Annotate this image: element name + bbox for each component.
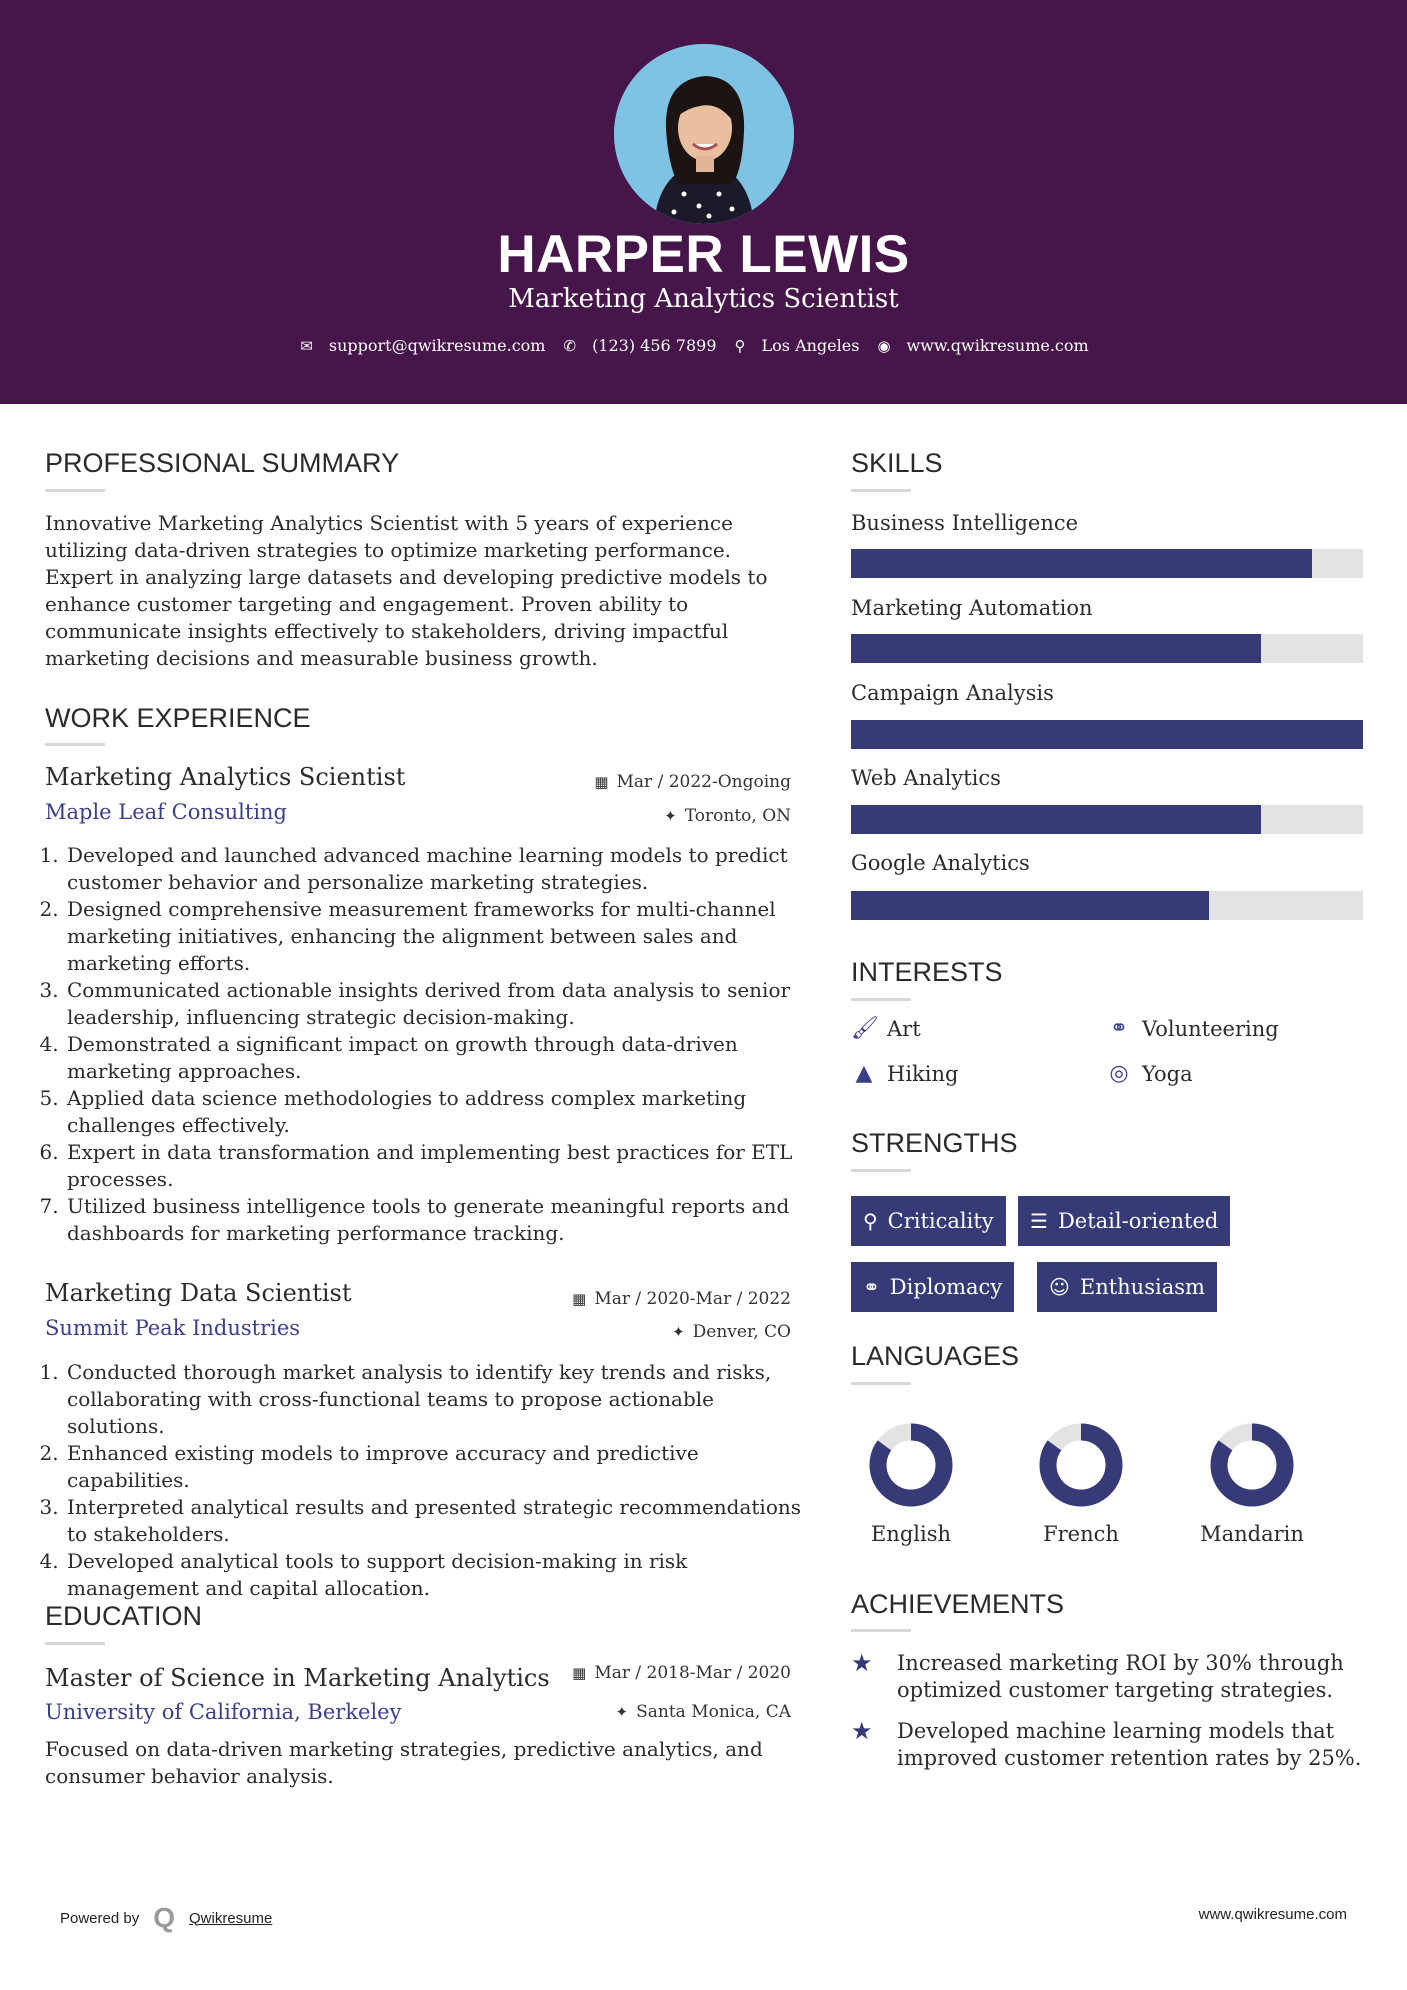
job-1-title: Marketing Analytics Scientist <box>45 763 406 791</box>
strength-chip <box>851 1262 1014 1312</box>
job-2-date-text: Mar / 2020-Mar / 2022 <box>594 1289 791 1309</box>
list-item: 3. Communicated actionable insights derived from data analysis to senior leadership, influencing strategic decision-making. <box>65 977 805 1031</box>
degree-title: Master of Science in Marketing Analytics <box>45 1664 550 1692</box>
summary-text: Innovative Marketing Analytics Scientist with 5 years of experience utilizing data-driven strategies to optimize marketing performance. Expert in analyzing large datasets and developing predictive models to enhance customer targeting and engagement. Proven ability to communicate insights effectively to stakeholders, driving impactful marketing decisions and measurable business growth. <box>45 511 768 670</box>
skill-bar-fill <box>851 549 1312 578</box>
achievements-title: ACHIEVEMENTS <box>851 1589 1065 1619</box>
tree-icon: ▲ <box>855 1061 873 1086</box>
envelope-icon: ✉ <box>300 336 313 355</box>
list-item: 2. Enhanced existing models to improve accuracy and predictive capabilities. <box>65 1440 805 1494</box>
job-2-company[interactable]: Summit Peak Industries <box>45 1316 301 1340</box>
calendar-icon: ▦ <box>572 1290 587 1308</box>
job-1-company[interactable]: Maple Leaf Consulting <box>45 800 288 824</box>
list-item: 6. Expert in data transformation and implementing best practices for ETL processes. <box>65 1139 805 1193</box>
contact-email[interactable]: support@qwikresume.com <box>328 336 546 355</box>
interests-underline <box>851 998 911 1001</box>
skill-bar <box>851 549 1363 578</box>
star-icon: ★ <box>851 1717 873 1745</box>
pin-icon: ✦ <box>615 1703 629 1721</box>
education-title: EDUCATION <box>45 1601 203 1631</box>
star-icon: ★ <box>851 1649 873 1677</box>
list-item: 4. Developed analytical tools to support decision-making in risk management and capital allocation. <box>65 1548 805 1602</box>
pin-icon: ✦ <box>672 1323 685 1341</box>
powered-by-text: Powered by <box>60 1909 140 1927</box>
list-item: 4. Demonstrated a significant impact on growth through data-driven marketing approaches. <box>65 1031 805 1085</box>
list-item: 3. Interpreted analytical results and presented strategic recommendations to stakeholders. <box>65 1494 805 1548</box>
skill-bar <box>851 634 1363 663</box>
contact-location: Los Angeles <box>761 336 860 355</box>
header-banner <box>0 0 1407 404</box>
strengths-underline <box>851 1169 911 1172</box>
pin-icon: ✦ <box>664 807 677 825</box>
list-item: 5. Applied data science methodologies to address complex marketing challenges effectively. <box>65 1085 805 1139</box>
skill-bar <box>851 891 1363 920</box>
strength-label: Detail-oriented <box>1057 1209 1219 1233</box>
strengths-title: STRENGTHS <box>851 1128 1018 1158</box>
language-label: English <box>870 1522 952 1546</box>
interest-volunteering <box>1106 1016 1279 1041</box>
education-date-text: Mar / 2018-Mar / 2020 <box>594 1663 791 1683</box>
globe-icon: ◉ <box>877 336 891 355</box>
contact-website[interactable]: www.qwikresume.com <box>906 336 1089 355</box>
interests-title: INTERESTS <box>851 957 1003 987</box>
job-2-bullets <box>45 1359 805 1602</box>
language-donut <box>868 1422 954 1508</box>
qwikresume-logo-icon: Q <box>153 1902 175 1933</box>
calendar-icon: ▦ <box>572 1664 587 1682</box>
interest-label: Art <box>887 1016 921 1041</box>
qwikresume-link[interactable]: Qwikresume <box>189 1909 273 1927</box>
skill-label: Business Intelligence <box>851 511 1079 535</box>
smile-icon: ☺ <box>1049 1275 1070 1299</box>
school-name[interactable]: University of California, Berkeley <box>45 1700 402 1724</box>
handshake-icon: ⚭ <box>863 1275 880 1299</box>
interest-hiking <box>851 1061 958 1086</box>
experience-underline <box>45 743 105 746</box>
interest-label: Volunteering <box>1142 1016 1279 1041</box>
skill-label: Web Analytics <box>851 766 1001 790</box>
interest-label: Yoga <box>1142 1061 1193 1086</box>
strength-label: Criticality <box>887 1209 994 1233</box>
interest-label: Hiking <box>887 1061 959 1086</box>
phone-icon: ✆ <box>563 336 577 355</box>
calendar-icon: ▦ <box>594 773 609 791</box>
skills-title: SKILLS <box>851 448 943 478</box>
education-description: Focused on data-driven marketing strategies, predictive analytics, and consumer behavior analysis. <box>45 1737 763 1788</box>
education-location <box>616 1702 791 1722</box>
job-2-location-text: Denver, CO <box>692 1322 791 1342</box>
candidate-role: Marketing Analytics Scientist <box>508 284 899 314</box>
interest-art <box>851 1016 921 1041</box>
language-donut <box>1209 1422 1295 1508</box>
education-underline <box>45 1642 105 1645</box>
job-1-bullets <box>45 842 805 1247</box>
skill-bar <box>851 720 1363 749</box>
summary-underline <box>45 489 105 492</box>
job-2-date <box>572 1289 791 1309</box>
skill-bar-fill <box>851 720 1363 749</box>
lifebuoy-icon: ◎ <box>1109 1061 1129 1086</box>
list-item: 1. Developed and launched advanced machine learning models to predict customer behavior and personalize marketing strategies. <box>65 842 805 896</box>
experience-title: WORK EXPERIENCE <box>45 703 311 733</box>
job-1-location <box>664 806 791 826</box>
interest-yoga <box>1106 1061 1193 1086</box>
strength-label: Enthusiasm <box>1079 1275 1205 1299</box>
achievement-item <box>851 1650 1371 1704</box>
skill-label: Campaign Analysis <box>851 681 1054 705</box>
achievement-text: Developed machine learning models that improved customer retention rates by 25%. <box>897 1719 1362 1770</box>
contact-row <box>0 336 1407 355</box>
skill-bar-fill <box>851 891 1209 920</box>
education-location-text: Santa Monica, CA <box>636 1702 791 1722</box>
map-pin-icon: ⚲ <box>734 336 746 355</box>
job-1-date <box>594 772 791 792</box>
strength-label: Diplomacy <box>889 1275 1003 1299</box>
footer-url[interactable]: www.qwikresume.com <box>1198 1906 1347 1923</box>
languages-underline <box>851 1382 911 1385</box>
skill-label: Marketing Automation <box>851 596 1093 620</box>
achievement-text: Increased marketing ROI by 30% through optimized customer targeting strategies. <box>897 1651 1344 1702</box>
contact-phone[interactable]: (123) 456 7899 <box>592 336 717 355</box>
profile-photo <box>614 44 794 224</box>
list-item: 2. Designed comprehensive measurement frameworks for multi-channel marketing initiatives, enhancing the alignment between sales and marketing efforts. <box>65 896 805 977</box>
footer-powered-by <box>60 1902 272 1934</box>
language-label: French <box>1043 1522 1119 1546</box>
job-2-title: Marketing Data Scientist <box>45 1279 352 1307</box>
language-donut <box>1038 1422 1124 1508</box>
list-item: 7. Utilized business intelligence tools to generate meaningful reports and dashboards for marketing performance tracking. <box>65 1193 805 1247</box>
list-icon: ☰ <box>1030 1209 1048 1233</box>
search-icon: ⚲ <box>863 1209 878 1233</box>
job-1-date-text: Mar / 2022-Ongoing <box>616 772 791 792</box>
strength-chip <box>1018 1196 1230 1246</box>
skill-bar <box>851 805 1363 834</box>
job-2-location <box>672 1322 791 1342</box>
handshake-icon: ⚭ <box>1109 1016 1129 1041</box>
skills-underline <box>851 489 911 492</box>
skill-label: Google Analytics <box>851 851 1030 875</box>
list-item: 1. Conducted thorough market analysis to identify key trends and risks, collaborating with cross-functional teams to propose actionable solutions. <box>65 1359 805 1440</box>
skill-bar-fill <box>851 634 1261 663</box>
skill-bar-fill <box>851 805 1261 834</box>
paintbrush-icon: 🖌 <box>851 1016 879 1041</box>
candidate-name: HARPER LEWIS <box>497 225 910 284</box>
education-date <box>572 1663 791 1683</box>
languages-title: LANGUAGES <box>851 1341 1020 1371</box>
achievements-underline <box>851 1629 911 1632</box>
language-label: Mandarin <box>1200 1522 1304 1546</box>
job-1-location-text: Toronto, ON <box>684 806 791 826</box>
summary-title: PROFESSIONAL SUMMARY <box>45 448 400 478</box>
achievement-item <box>851 1718 1371 1772</box>
strength-chip <box>1037 1262 1217 1312</box>
strength-chip <box>851 1196 1006 1246</box>
